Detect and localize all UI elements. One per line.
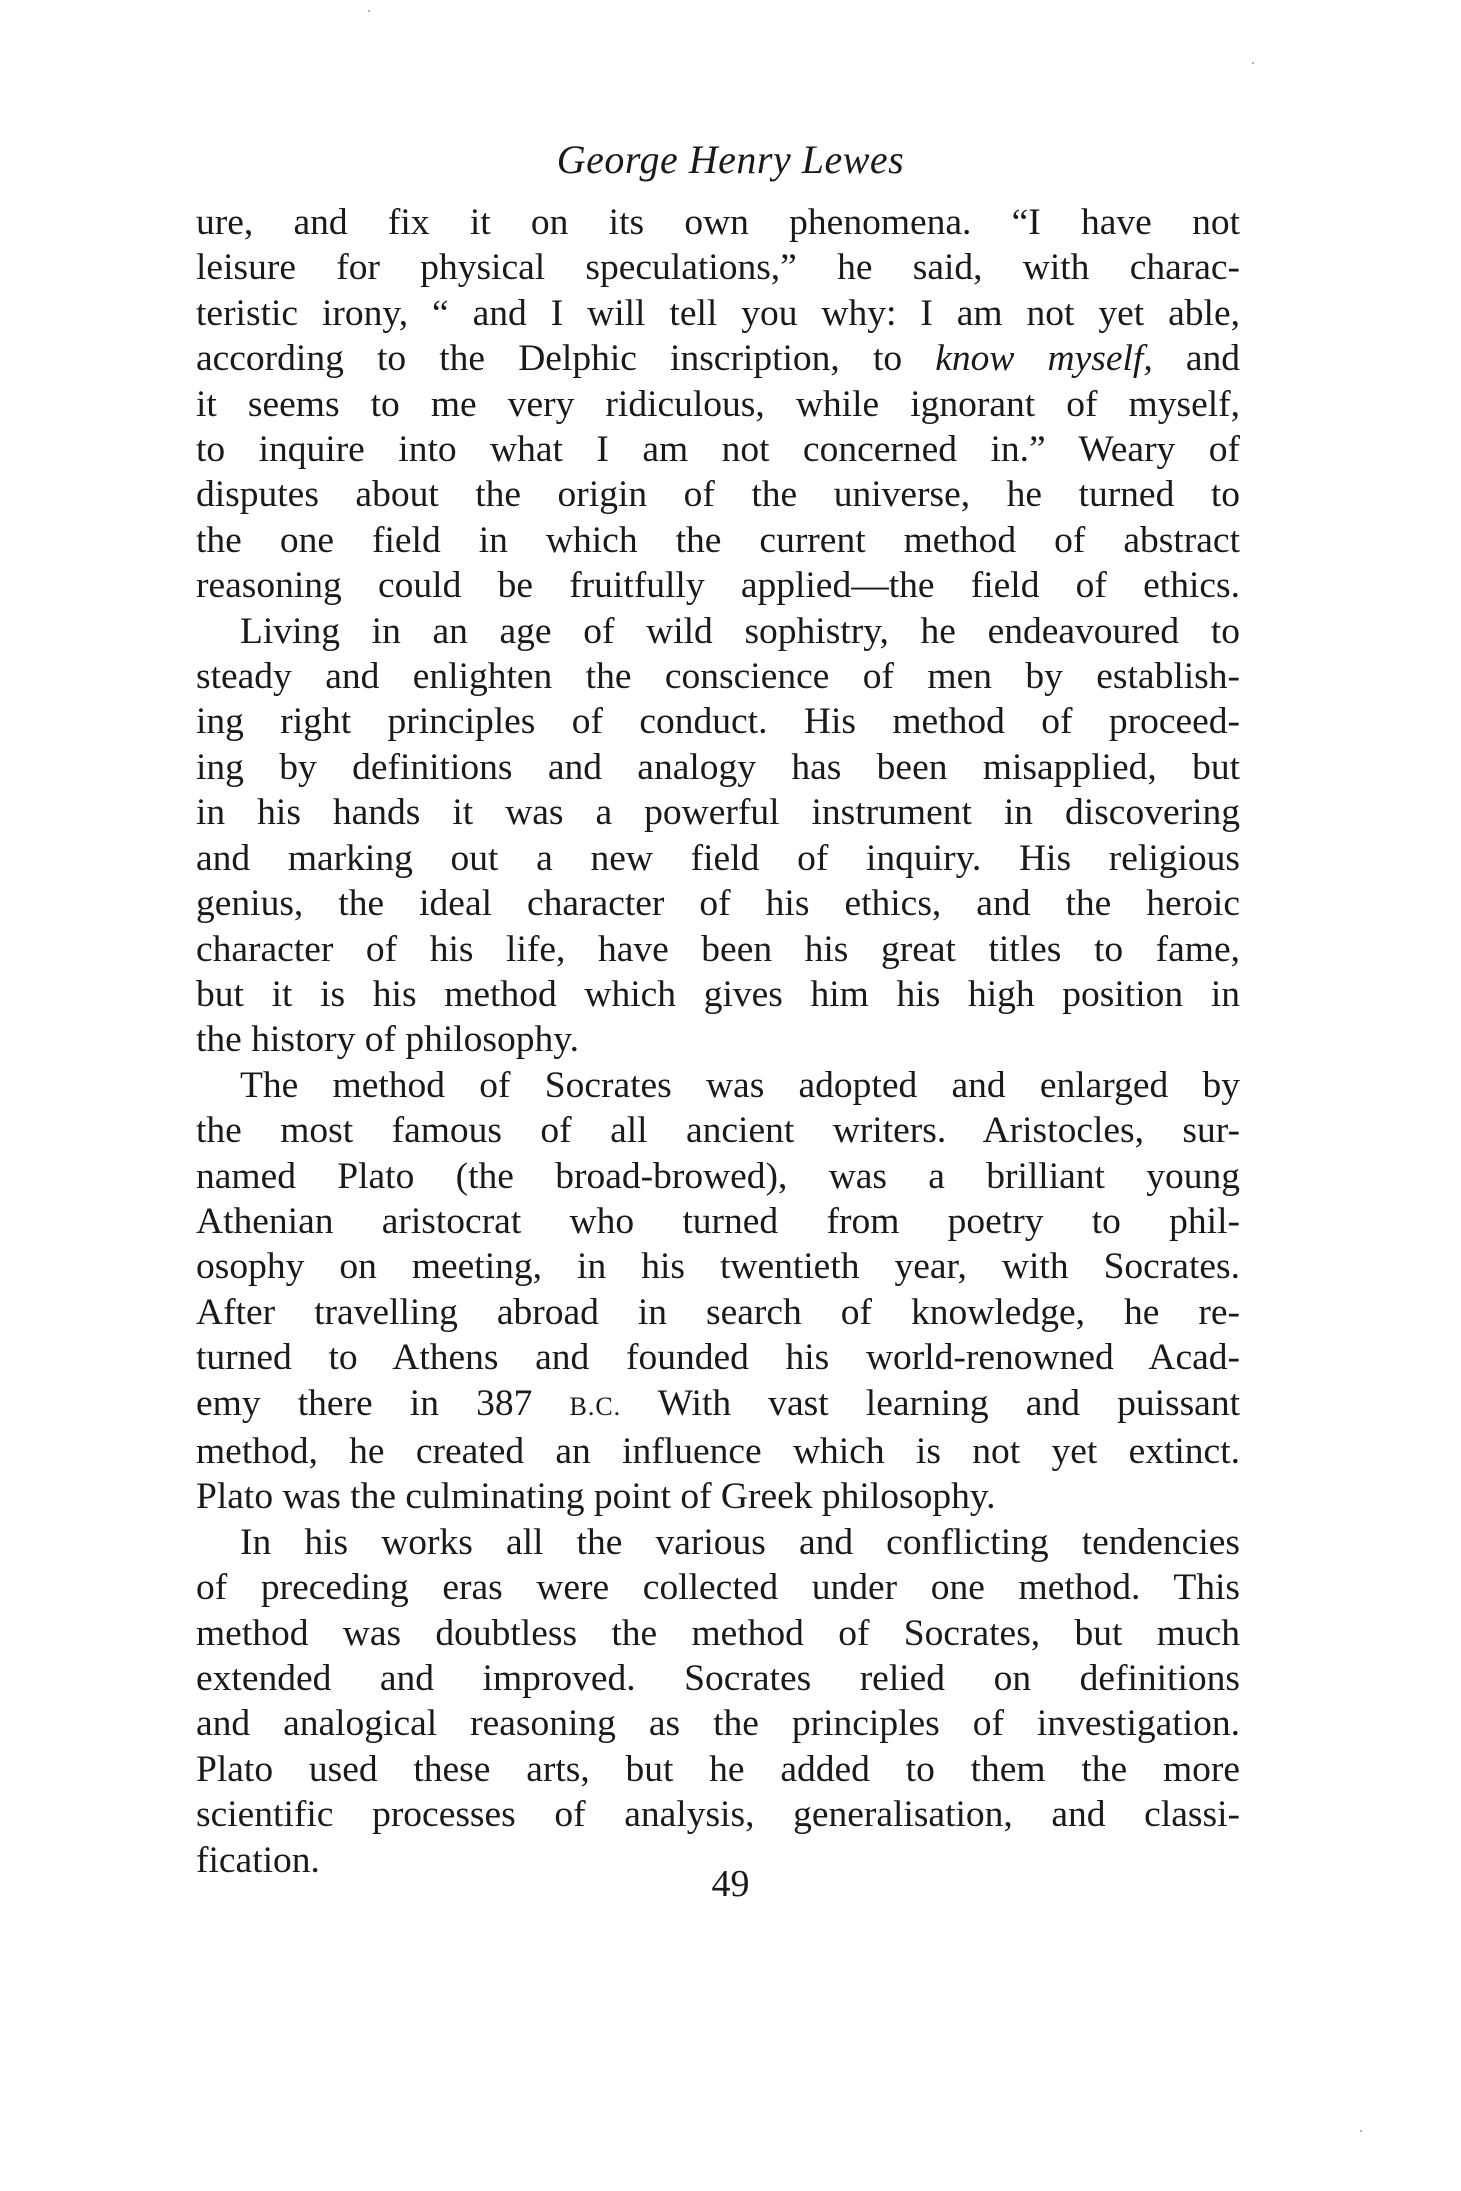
text-line: teristic irony, “ and I will tell you why: I am not yet able, <box>196 292 1240 334</box>
text-line: and marking out a new field of inquiry. His religious <box>196 837 1240 879</box>
text-line: Plato was the culminating point of Greek philosophy. <box>196 1476 996 1518</box>
text-line: steady and enlighten the conscience of men by establish- <box>196 656 1240 698</box>
text-line: In his works all the various and conflicting tendencies <box>240 1521 1240 1563</box>
paragraph-4 <box>196 1520 1240 1883</box>
text-line <box>196 336 1240 381</box>
text-line: Plato used these arts, but he added to them the more <box>196 1748 1240 1790</box>
text-line: method, he created an influence which is not yet extinct. <box>196 1430 1240 1472</box>
text-line: ing right principles of conduct. His method of proceed- <box>196 701 1240 743</box>
text-line: Living in an age of wild sophistry, he endeavoured to <box>240 610 1240 652</box>
era-abbreviation: B.C. <box>569 1391 622 1421</box>
text-line: leisure for physical speculations,” he said, with charac- <box>196 247 1240 289</box>
paper-speck <box>368 10 370 12</box>
text-line: After travelling abroad in search of knowledge, he re- <box>196 1291 1240 1333</box>
emphasized-phrase: know myself, <box>935 338 1153 380</box>
text-line: extended and improved. Socrates relied on definitions <box>196 1658 1240 1699</box>
text-line: it seems to me very ridiculous, while ignorant of myself, <box>196 383 1240 425</box>
text-segment: according to the Delphic inscription, to <box>196 338 936 380</box>
paper-speck <box>1252 62 1254 64</box>
text-line: fication. <box>196 1839 320 1881</box>
text-line: reasoning could be fruitfully applied—the field of ethics. <box>196 565 1240 607</box>
text-segment: With vast learning and puissant <box>621 1382 1240 1424</box>
text-line: ing by definitions and analogy has been misapplied, but <box>196 746 1240 788</box>
paragraph-3 <box>196 1063 1240 1520</box>
text-segment: and <box>1152 338 1240 380</box>
paper-speck <box>1360 2130 1362 2132</box>
text-line: named Plato (the broad-browed), was a brilliant young <box>196 1155 1240 1197</box>
text-line: turned to Athens and founded his world-renowned Acad- <box>196 1337 1240 1379</box>
text-line: ure, and fix it on its own phenomena. “I have not <box>196 202 1240 243</box>
body-text <box>196 200 1240 1883</box>
text-line: Athenian aristocrat who turned from poetry to phil- <box>196 1200 1240 1242</box>
text-line <box>196 1381 1240 1429</box>
text-line: to inquire into what I am not concerned in.” Weary of <box>196 429 1240 471</box>
text-line: and analogical reasoning as the principles of investigation. <box>196 1703 1240 1745</box>
text-line: but it is his method which gives him his high position in <box>196 973 1240 1015</box>
text-line: in his hands it was a powerful instrument in discovering <box>196 792 1240 834</box>
text-line: of preceding eras were collected under one method. This <box>196 1567 1240 1609</box>
text-line: osophy on meeting, in his twentieth year, with Socrates. <box>196 1246 1240 1288</box>
text-line: The method of Socrates was adopted and enlarged by <box>240 1064 1240 1106</box>
paragraph-1 <box>196 200 1240 609</box>
page-number: 49 <box>711 1863 750 1905</box>
text-line: the most famous of all ancient writers. Aristocles, sur- <box>196 1110 1240 1152</box>
text-line: the history of philosophy. <box>196 1019 579 1061</box>
text-line: genius, the ideal character of his ethics, and the heroic <box>196 883 1240 925</box>
text-line: scientific processes of analysis, generalisation, and classi- <box>196 1794 1240 1836</box>
running-header: George Henry Lewes <box>556 137 905 182</box>
text-line: character of his life, have been his great titles to fame, <box>196 928 1240 970</box>
text-line: disputes about the origin of the universe, he turned to <box>196 474 1240 516</box>
text-line: the one field in which the current method of abstract <box>196 519 1240 561</box>
text-segment: emy there in 387 <box>196 1382 570 1424</box>
paragraph-2 <box>196 609 1240 1063</box>
text-line: method was doubtless the method of Socrates, but much <box>196 1612 1240 1654</box>
